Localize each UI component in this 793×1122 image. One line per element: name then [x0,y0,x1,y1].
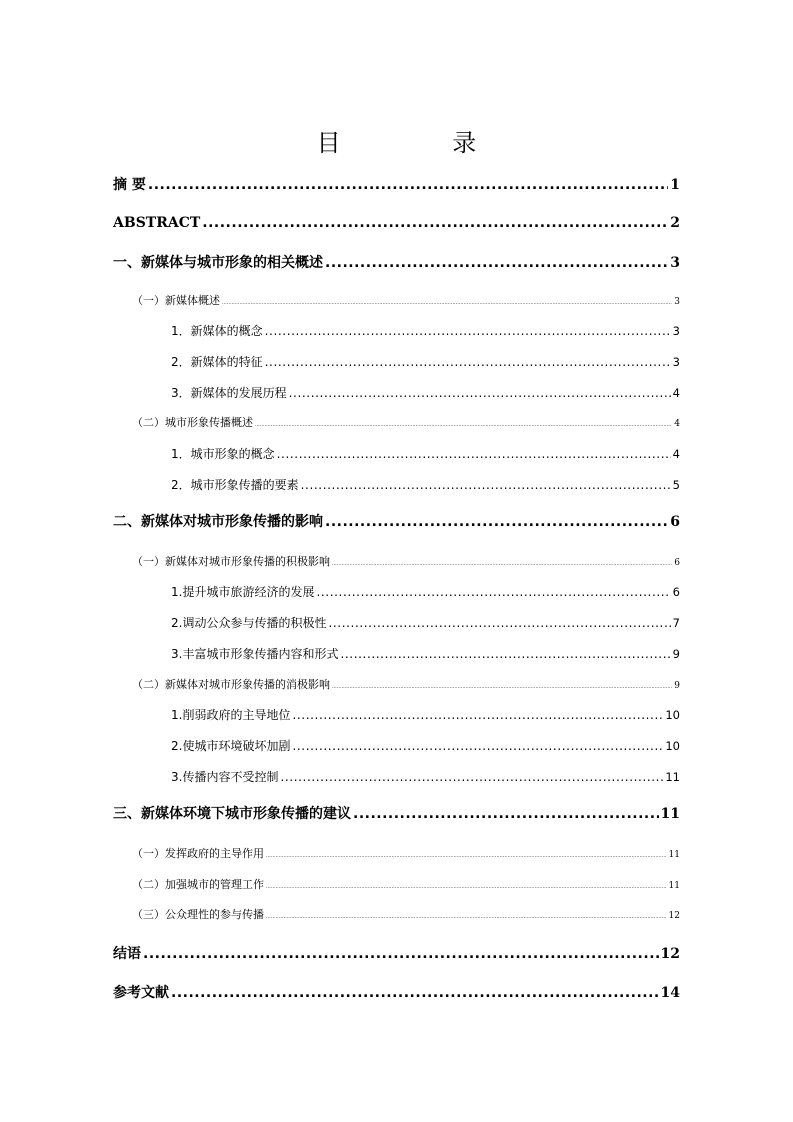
toc-entry-label: 1．城市形象的概念 [171,447,275,461]
toc-entry-label: 参考文献 [113,985,169,1001]
toc-entry-label: 摘 要 [113,177,146,193]
dot-leader [266,909,667,925]
toc-entry-section-2-2[interactable] [132,677,680,693]
toc-entry-item-2-1-1[interactable] [171,583,680,601]
toc-page-number: 12 [660,946,680,962]
toc-entry-item-1-1-2[interactable] [171,353,680,371]
dot-leader [143,944,659,964]
dot-leader [301,476,671,494]
toc-entry-label: 1.提升城市旅游经济的发展 [171,585,315,599]
toc-page-number: 3 [672,324,680,338]
toc-page-number: 11 [660,806,680,822]
toc-entry-item-2-1-3[interactable] [171,645,680,663]
toc-page-number: 11 [665,770,680,784]
dot-leader [265,353,671,371]
toc-page-number: 6 [672,585,680,599]
toc-entry-chapter-2[interactable] [113,512,680,532]
toc-entry-references[interactable] [113,983,680,1003]
dot-leader [171,983,659,1003]
toc-entry-abstract-en[interactable] [113,213,680,233]
dot-leader [292,737,663,755]
toc-page-number: 10 [665,739,680,753]
dot-leader [340,645,670,663]
dot-leader [277,445,671,463]
toc-entry-item-2-2-3[interactable] [171,768,680,786]
toc-entry-label: （三）公众理性的参与传播 [132,908,264,921]
toc-entry-item-2-2-2[interactable] [171,737,680,755]
dot-leader [353,804,659,824]
dot-leader [280,768,663,786]
toc-page-number: 4 [672,386,680,400]
toc-entry-label: 结语 [113,946,141,962]
dot-leader [222,295,672,311]
toc-entry-label: （一）新媒体对城市形象传播的积极影响 [132,555,330,568]
toc-entry-section-2-1[interactable] [132,554,680,570]
toc-entry-section-3-1[interactable] [132,846,680,862]
toc-entry-label: 2.调动公众参与传播的积极性 [171,616,327,630]
toc-entry-label: （二）新媒体对城市形象传播的消极影响 [132,678,330,691]
toc-entry-label: 3．新媒体的发展历程 [171,386,287,400]
toc-page-number: 5 [672,478,680,492]
dot-leader [266,848,667,864]
toc-entry-label: 1.削弱政府的主导地位 [171,708,291,722]
toc-entry-label: ABSTRACT [113,215,201,231]
toc-page-number: 6 [670,514,680,530]
toc-page-number: 4 [674,419,680,429]
toc-entry-item-1-1-3[interactable] [171,384,680,402]
dot-leader [332,679,672,695]
toc-entry-section-3-2[interactable] [132,877,680,893]
toc-page-number: 9 [672,647,680,661]
toc-page-number: 3 [672,355,680,369]
toc-entry-item-1-1-1[interactable] [171,322,680,340]
dot-leader [328,614,670,632]
toc-page-number: 6 [674,558,680,568]
toc-entry-label: 三、新媒体环境下城市形象传播的建议 [113,806,351,822]
dot-leader [265,322,671,340]
dot-leader [255,417,672,433]
dot-leader [289,384,671,402]
toc-page-number: 11 [668,881,680,891]
toc-page-number: 3 [674,297,680,307]
toc-page-number: 10 [665,708,680,722]
toc-page-number: 4 [672,447,680,461]
toc-page-number: 1 [670,177,680,193]
toc-entry-label: 2．城市形象传播的要素 [171,478,299,492]
toc-entry-section-3-3[interactable] [132,907,680,923]
page-title: 目 录 [316,129,529,157]
toc-entry-label: 二、新媒体对城市形象传播的影响 [113,514,323,530]
dot-leader [148,175,668,195]
toc-page-number: 7 [672,616,680,630]
toc-entry-label: （二）城市形象传播概述 [132,416,253,429]
toc-entry-label: （一）发挥政府的主导作用 [132,847,264,860]
toc-entry-chapter-3[interactable] [113,804,680,824]
toc-entry-label: 2．新媒体的特征 [171,355,263,369]
dot-leader [325,253,668,273]
toc-page-number: 9 [674,681,680,691]
dot-leader [292,706,663,724]
toc-entry-label: 1．新媒体的概念 [171,324,263,338]
toc-entry-label: 3.传播内容不受控制 [171,770,279,784]
toc-page-number: 11 [668,850,680,860]
toc-entry-abstract-cn[interactable] [113,175,680,195]
dot-leader [332,556,672,572]
dot-leader [316,583,670,601]
toc-entry-section-1-1[interactable] [132,293,680,309]
toc-page-number: 2 [670,215,680,231]
toc-entry-item-1-2-2[interactable] [171,476,680,494]
toc-entry-label: （一）新媒体概述 [132,294,220,307]
dot-leader [266,879,667,895]
toc-entry-label: 3.丰富城市形象传播内容和形式 [171,647,339,661]
toc-entry-item-2-2-1[interactable] [171,706,680,724]
toc-entry-item-1-2-1[interactable] [171,445,680,463]
toc-entry-label: 2.使城市环境破坏加剧 [171,739,291,753]
dot-leader [325,512,668,532]
toc-entry-conclusion[interactable] [113,944,680,964]
dot-leader [202,213,668,233]
toc-page-number: 14 [660,985,680,1001]
toc-entry-label: 一、新媒体与城市形象的相关概述 [113,255,323,271]
toc-entry-item-2-1-2[interactable] [171,614,680,632]
toc-page-number: 12 [668,911,680,921]
toc-entry-section-1-2[interactable] [132,415,680,431]
toc-entry-label: （二）加强城市的管理工作 [132,878,264,891]
toc-page-number: 3 [670,255,680,271]
toc-entry-chapter-1[interactable] [113,253,680,273]
